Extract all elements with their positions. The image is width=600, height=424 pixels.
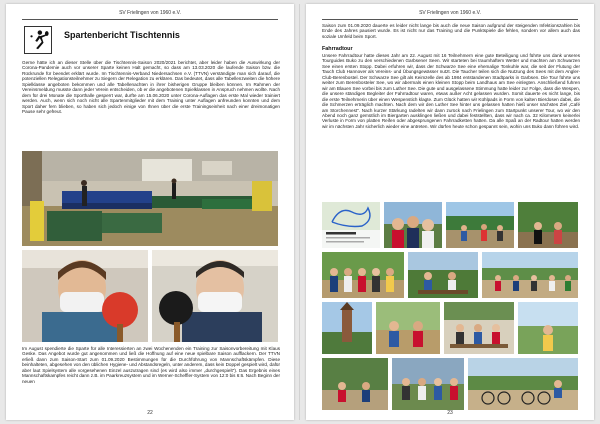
page-title: Spartenbericht Tischtennis xyxy=(64,30,180,40)
masked-player-left-photo xyxy=(22,250,148,342)
section-heading: Fahrradtour xyxy=(322,46,353,52)
table-tennis-player-icon xyxy=(24,26,52,54)
page-number: 22 xyxy=(147,410,153,416)
beer-garden-photo xyxy=(444,302,514,354)
bikes-parked-photo xyxy=(468,358,578,410)
sunny-meadow-photo xyxy=(518,302,578,354)
header-rule xyxy=(322,19,578,20)
tour-paragraph: Unsere Fahrradtour hatte dieses Jahr am 22. August mit 16 Teilnehmern eine gute Beteiligung und führte uns dank unseres Tourguides Buko zu den verschiedenen Garbsener Seen. Wir starteten bei traumhaftem Wetter und machten am Schwarzen See einen ersten Stopp. Dabei erfuhren wir, dass der Schwarze See eine ehemalige Tonkuhle war, die seit der Flutung der Tauch Club Hannover als Vereins- und Übungsgewässer nutzt. Die Taucher teilen sich die Nutzung des Sees mit dem Angler-Club-Berenbostel. Der Schwarze See gilt als Keimzelle des ab 1984 entstandenen Stadtparks in Garbsen. Die Tour führte uns weiter zum Berenbosteler See, wo wir abermals einen kleinen Stopp beim Landhaus am See einlegten. Anschließend fuhren wir am Blauen See vorbei bis zum Luther See. Die gute und ausgelassene Stimmung hatte leider zur Folge, dass die Wespen, die unsere ständigen Begleiter der Fahrradtour waren, etwas außer Acht gelassen wurden. Somit dauerte es nicht lange, bis die erste Teilnehmerin über einen Wespenstich klagte. Zum Glück hatten wir Kühlpads in Form von kalten Bierdosen dabei, die die Schmerzen erträglich machten. Nach dem wir den Luther See hinter uns gelassen hatten hieß unser nächstes Ziel „Café am Storchennest". Nach kurzer Stärkung radelten wir dann zurück nach Frielingen zum Startpunkt unserer Tour, wo wir den Abend noch ganz gemütlich im Biergarten ausklingen ließen und dabei feststellten, dass wir nach ca. 32 Kilometern keinerlei Verluste in Form von platten Reifen oder abgesprungenen Fahrradketten hatten. Da alle Spaß an der Radtour hatten werden wir im nächsten Jahr sicherlich wieder eine antreten. Wir dürfen heute schon gespannt sein, wohin uns Buko dann führen wird. xyxy=(322,53,580,129)
page-fold xyxy=(299,4,301,420)
masked-player-right-photo xyxy=(152,250,278,342)
running-head: SV Frielingen von 1960 e.V. xyxy=(419,10,481,16)
bench-rest-photo xyxy=(408,252,478,298)
cafe-storchennest-photo xyxy=(376,302,440,354)
gym-training-photo xyxy=(22,151,278,246)
running-head: SV Frielingen von 1960 e.V. xyxy=(119,10,181,16)
forest-stop-photo xyxy=(518,202,578,248)
closing-paragraph: Im August spendierte die Sparte für alle Interessierten an zwei Wochenenden ein Training zur Saisonvorbereitung mit Klaus Geske. Das Angebot wurde gut angenommen und ließ die Hoffnung auf eine neue spielbare Saison aufflackern. Der TTVN erließ dann zum Saison-Start zum 01.09.2020 Bestimmungen für die Durchführung von Mannschaftskämpfen. Diese beinhalteten, abgesehen von den üblichen Hygiene- und Abstandsregeln, unter anderem, dass kein Doppel gespielt wird, dafür aber laut Spielsystem alle vorgesehenen Einzel auszutragen sind (es wird also immer „durchgespielt"). Das Ergebnis eines Mannschaftskampfes reicht dann z.B. im Paarkreuzsystem und im Werner-Scheffler-System von 12:0 bis 6:6. Nach Beginn der neuen xyxy=(22,346,280,384)
lakeside-cyclists-photo xyxy=(482,252,578,298)
intro-paragraph: Gerne hätte ich an dieser Stelle über die Tischtennis-Saison 2020/2021 berichtet, aber leider haben die Auswirkung der Corona-Pandemie auch vor unserer Sparte keinen Halt gemacht, so dass am 13.03.2020 die laufende Saison bzw. die Rückrunde für beendet erklärt wurde. Im Tischtennis-Verband Niedersachsen e.V. (TTVN) verständigte man sich darauf, die potenziellen Relegationsteilnehmer zu Siegern der Relegation zu erklären. Das bedeutet, dass alle Tabellenzweiten die höhere Spielklasse angeboten bekommen und alle Tabellenachten in ihrer bisherigen Gruppe bleiben können. Im Rahmen der Vereinsmeldung musste dann jeder Verein entscheiden, ob er die angebotenen Spielklassen in Anspruch nehmen wollte. Nach dem für drei Monate die Sporthalle gesperrt war, durfte am 15.06.2020 unter Corona-Auflagen das erste Mal wieder trainiert werden. Auch, wenn sich noch nicht alle Spartenmitglieder mit dem Training unter Auflagen anfreunden konnten und dem Sport daher fern blieben, so haben sich jedoch einige von Ihnen über die erste Trainingseinheit nach einer dreimonatigen Pause sehr gefreut. xyxy=(22,60,280,115)
participants-group-photo xyxy=(322,252,404,298)
intro-paragraph: Saison zum 01.09.2020 dauerte es leider nicht lange bis auch die neue Saison aufgrund der steigenden Infektionszahlen bis Ende des Jahres pausiert wurde. Es ist nicht nur das Training und die Punktspiele die fehlen, sondern vor allem auch das soziale Umfeld beim Sport. xyxy=(322,23,580,39)
left-page xyxy=(6,4,294,420)
page-number: 23 xyxy=(447,410,453,416)
header-rule xyxy=(22,19,278,20)
route-map-photo xyxy=(322,202,380,248)
right-page xyxy=(306,4,594,420)
evening-group-photo xyxy=(392,358,464,410)
group-selfie-photo xyxy=(384,202,442,248)
cyclists-lake-photo xyxy=(446,202,514,248)
tower-landmark-photo xyxy=(322,302,372,354)
riders-path-photo xyxy=(322,358,388,410)
